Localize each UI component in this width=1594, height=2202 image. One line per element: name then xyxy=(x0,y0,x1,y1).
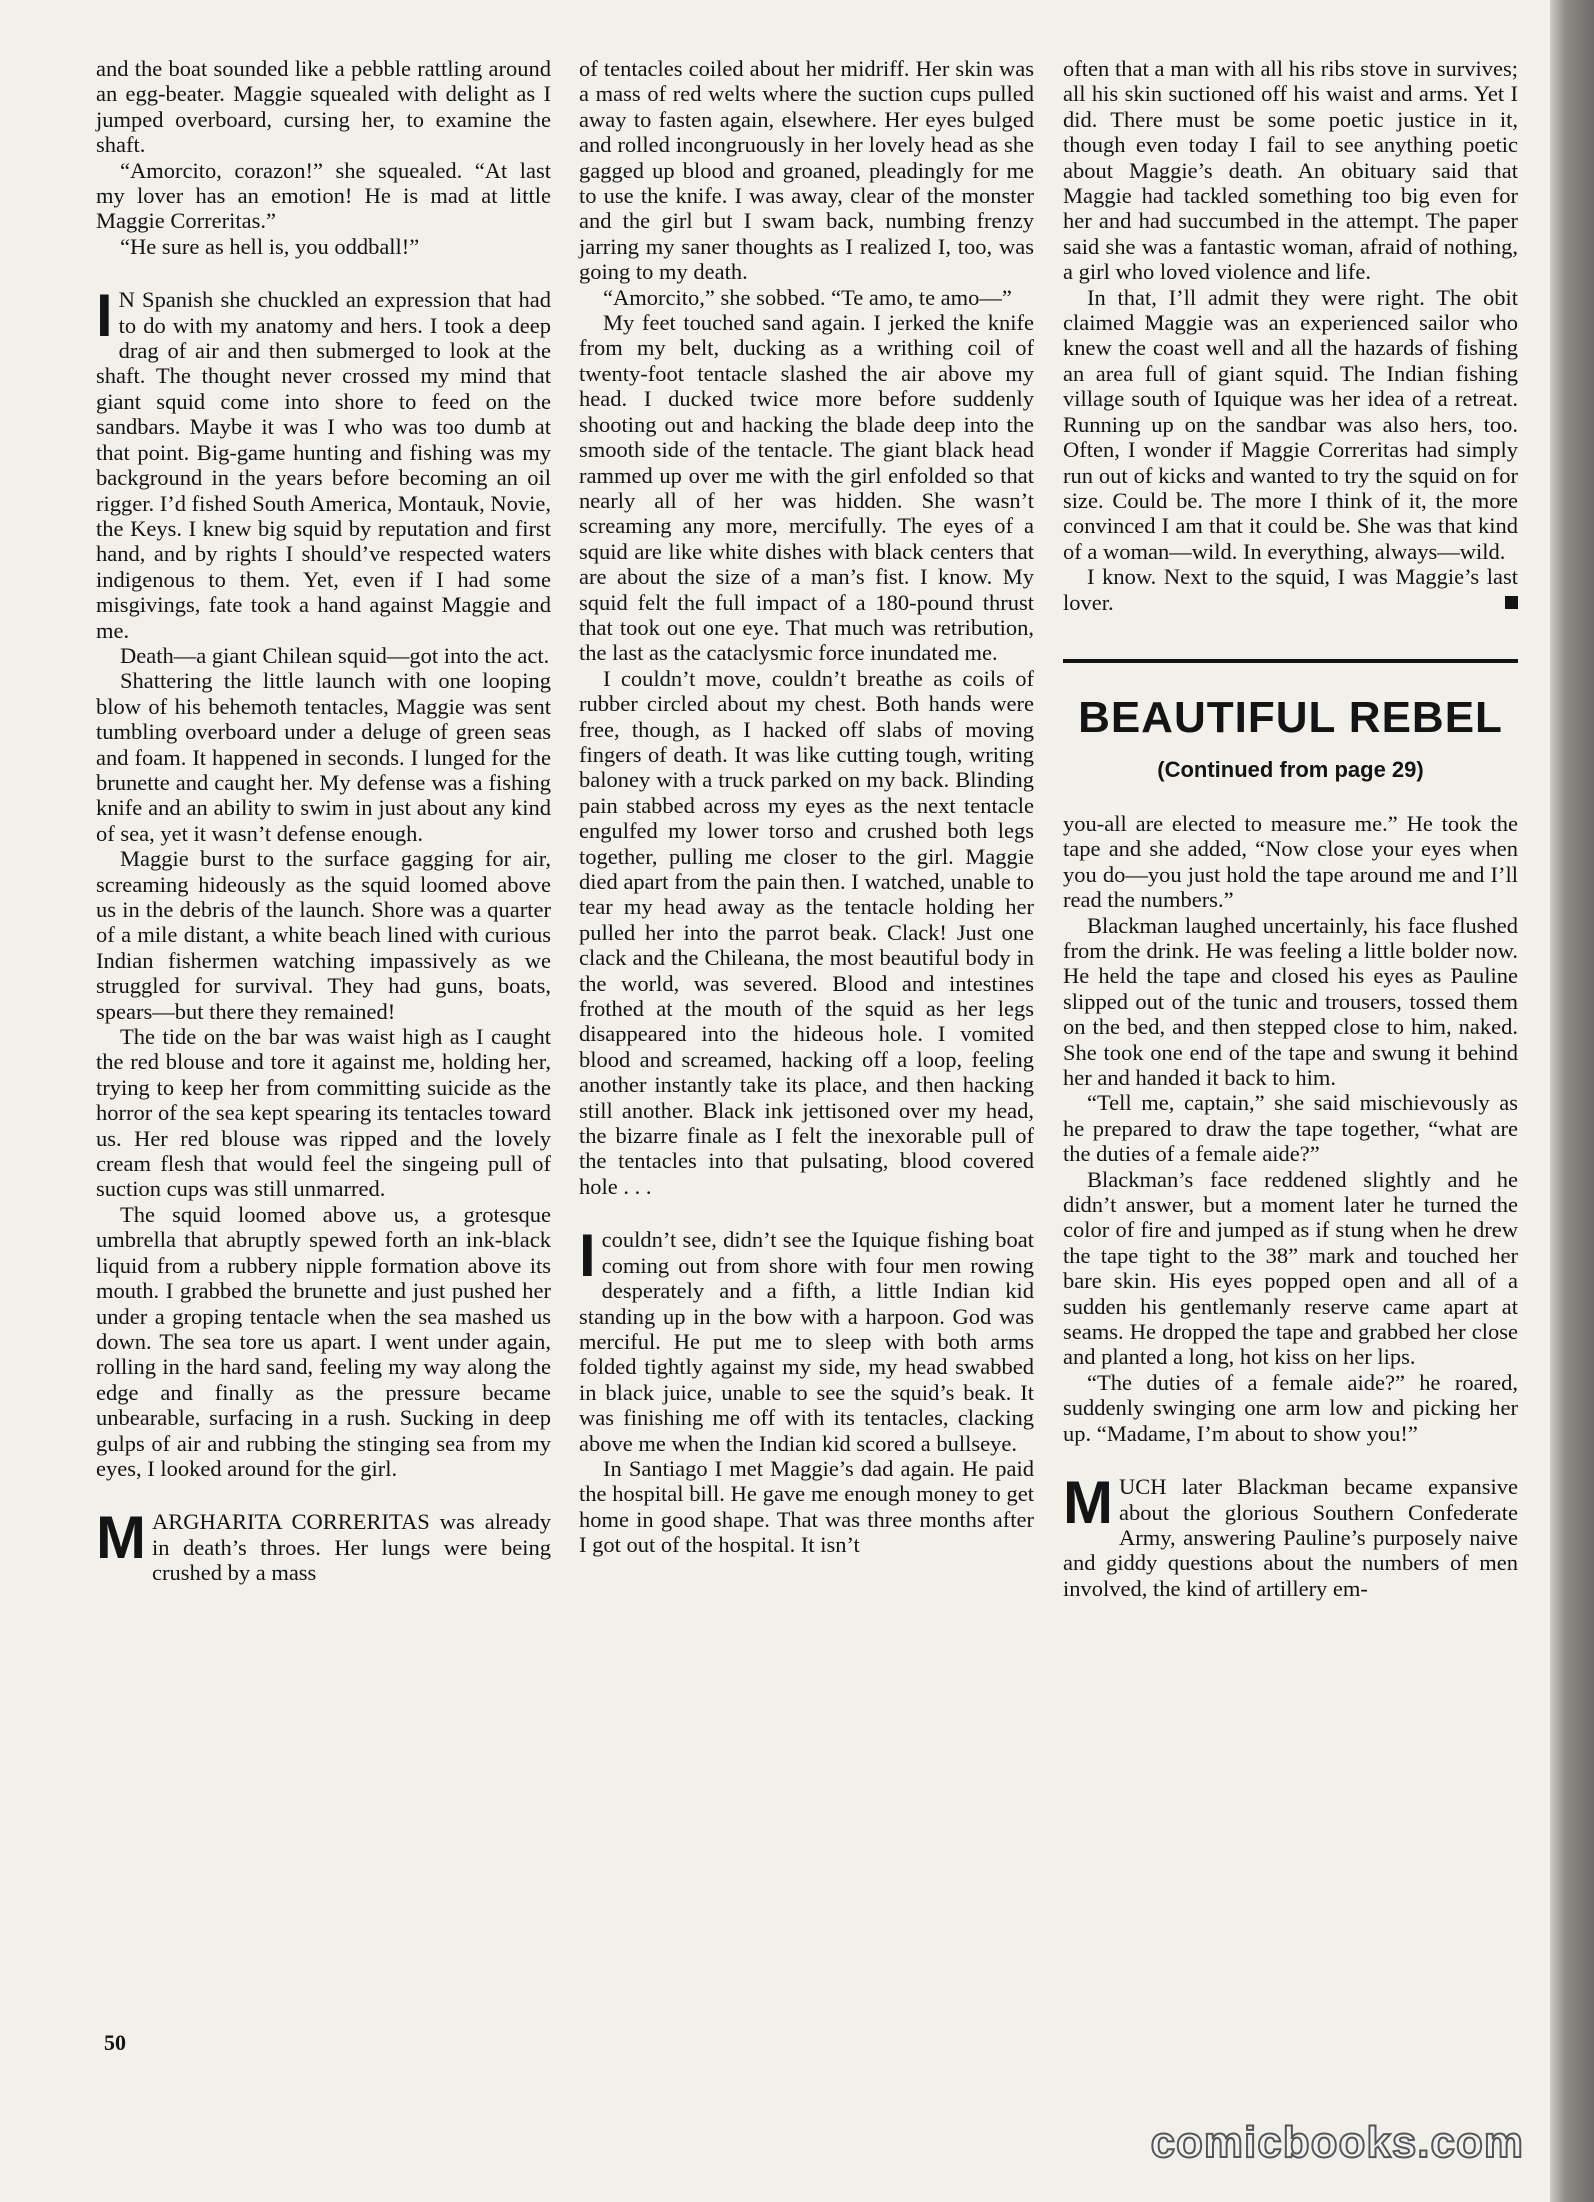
paragraph-with-dropcap xyxy=(96,282,551,643)
paragraph: “Tell me, captain,” she said mischievously as he prepared to draw the tape together, “what are the duties of a female aide?” xyxy=(1063,1090,1518,1167)
paragraph: often that a man with all his ribs stove in survives; all his skin suctioned off his waist and arms. Yet I did. There must be some poetic justice in it, though even today I fail to see anything poetic about Maggie’s death. An obituary said that Maggie had tackled something too big even for her and had succumbed in the attempt. The paper said she was a fantastic woman, afraid of nothing, a girl who loved violence and life. xyxy=(1063,56,1518,285)
paragraph-text: UCH later Blackman became expansive about the glorious Southern Confederate Army, answering Pauline’s purposely naive and giddy questions about the numbers of men involved, the kind of artillery em- xyxy=(1063,1474,1518,1601)
paragraph: Blackman’s face reddened slightly and he didn’t answer, but a moment later he turned the color of fire and jumped as if stung when he drew the tape tight to the 38” mark and touched her bare skin. His eyes popped open and all of a sudden his gentlemanly reserve came apart at seams. He dropped the tape and grabbed her close and planted a long, hot kiss on her lips. xyxy=(1063,1166,1518,1370)
continued-from-note: (Continued from page 29) xyxy=(1157,756,1424,782)
paragraph: “He sure as hell is, you oddball!” xyxy=(120,233,420,259)
paragraph-text: ARGHARITA CORRERITAS was already in death’s throes. Her lungs were being crushed by a mass xyxy=(151,1509,551,1586)
page-edge-shadow xyxy=(1550,0,1594,2202)
site-watermark: comicbooks.com xyxy=(1150,2118,1524,2167)
paragraph-text: couldn’t see, didn’t see the Iquique fishing boat coming out from shore with four men rowing desperately and a fifth, a little Indian kid standing up in the bow with a harpoon. God was merciful. He put me to sleep with both arms folded tightly against my side, my head swabbed in black juice, unable to see the squid’s beak. It was finishing me off with its tentacles, clacking above me when the Indian kid scored a bullseye. xyxy=(579,1227,1034,1456)
drop-cap: M xyxy=(1063,1469,1113,1537)
paragraph-with-dropcap xyxy=(1063,1469,1518,1601)
paragraph-text: N Spanish she chuckled an expression that had to do with my anatomy and hers. I took a deep drag of air and then submerged to look at the shaft. The thought never crossed my mind that giant squid come into shore to feed on the sandbars. Maybe it was I who was too dumb at that point. Big-game hunting and fishing was my background in the years before becoming an oil rigger. I’d fished South America, Montauk, Novie, the Keys. I knew big squid by reputation and first hand, and by rights I should’ve respected waters indigenous to them. Yet, even if I had some misgivings, fate took a hand against Maggie and me. xyxy=(96,287,551,643)
paragraph: In that, I’ll admit they were right. The obit claimed Maggie was an experienced sailor who knew the coast well and all the hazards of fishing an area full of giant squid. The Indian fishing village south of Iquique was her idea of a retreat. Running up on the sandbar was also hers, too. Often, I wonder if Maggie Correritas had simply run out of kicks and wanted to try the squid on for size. Could be. The more I think of it, the more convinced I am that it could be. She was that kind of a woman—wild. In everything, always—wild. xyxy=(1063,284,1518,564)
paragraph: Blackman laughed uncertainly, his face flushed from the drink. He was feeling a little bolder now. He held the tape and closed his eyes as Pauline slipped out of the tunic and trousers, tossed them on the bed, and then stepped close to him, naked. She took one end of the tape and swung it behind her and handed it back to him. xyxy=(1063,912,1518,1090)
paragraph-ending xyxy=(1063,564,1518,615)
page-number: 50 xyxy=(104,2030,126,2055)
paragraph: In Santiago I met Maggie’s dad again. He paid the hospital bill. He gave me enough money to get home in good shape. That was three months after I got out of the hospital. It isn’t xyxy=(579,1455,1034,1558)
drop-cap: M xyxy=(96,1504,146,1572)
paragraph: of tentacles coiled about her midriff. Her skin was a mass of red welts where the suction cups pulled away to fasten again, elsewhere. Her eyes bulged and rolled incongruously in her lovely head as she gagged up blood and groaned, pleadingly for me to use the knife. I was away, clear of the monster and the girl but I swam back, numbing frenzy jarring my saner thoughts as I realized I, too, was going to my death. xyxy=(579,56,1034,285)
paragraph: I couldn’t move, couldn’t breathe as coils of rubber circled about my chest. Both hands were free, though, as I hacked off slabs of moving fingers of death. It was like cutting tough, writing baloney with a truck parked on my back. Blinding pain stabbed across my eyes as the next tentacle engulfed my lower torso and crushed both legs together, pulling me closer to the girl. Maggie died apart from the pain then. I watched, unable to tear my head away as the tentacle holding her pulled her into the parrot beak. Clack! Just one clack and the Chileana, the most beautiful body in the world, was severed. Blood and intestines frothed at the mouth of the squid as her legs disappeared into the hideous hole. I vomited blood and screamed, hacking off a loop, feeling another instantly take its place, and then hacking still another. Black ink jettisoned over my head, the bizarre finale as I felt the inexorable pull of the tentacles into that pulsating, blood covered hole . . . xyxy=(579,665,1034,1199)
paragraph: The tide on the bar was waist high as I caught the red blouse and tore it against me, holding her, trying to keep her from committing suicide as the horror of the sea kept spearing its tentacles toward us. Her red blouse was ripped and the lovely cream flesh that would feel the singeing pull of suction cups was still unmarred. xyxy=(96,1024,551,1202)
feature-title: BEAUTIFUL REBEL xyxy=(1078,692,1503,742)
column-3 xyxy=(1063,56,1518,1601)
paragraph: The squid loomed above us, a grotesque umbrella that abruptly spewed forth an ink-black liquid from a rubbery nipple formation above its mouth. I grabbed the brunette and just pushed her under a groping tentacle when the sea mashed us down. The sea tore us apart. I went under again, rolling in the hard sand, feeling my way along the edge and finally as the pressure became unbearable, surfacing in a rush. Sucking in deep gulps of air and rubbing the stinging sea from my eyes, I looked around for the girl. xyxy=(96,1201,551,1481)
paragraph: “The duties of a female aide?” he roared, suddenly swinging one arm low and picking her up. “Madame, I’m about to show you!” xyxy=(1063,1369,1518,1446)
paragraph: Death—a giant Chilean squid—got into the act. xyxy=(120,642,550,668)
column-2 xyxy=(579,56,1034,1558)
paragraph: and the boat sounded like a pebble rattling around an egg-beater. Maggie squealed with delight as I jumped overboard, cursing her, to examine the shaft. xyxy=(96,56,551,158)
paragraph: Maggie burst to the surface gagging for air, screaming hideously as the squid loomed above us in the debris of the launch. Shore was a quarter of a mile distant, a white beach lined with curious Indian fishermen watching impassively as we struggled for survival. They had guns, boats, spears—but there they remained! xyxy=(96,846,551,1024)
section-divider xyxy=(1063,659,1518,663)
paragraph-text: I know. Next to the squid, I was Maggie’s last lover. xyxy=(1063,564,1518,615)
paragraph: you-all are elected to measure me.” He took the tape and she added, “Now close your eyes when you do—you just hold the tape around me and I’ll read the numbers.” xyxy=(1063,810,1518,913)
column-1 xyxy=(96,56,551,1586)
paragraph-with-dropcap xyxy=(96,1504,551,1586)
paragraph: Shattering the little launch with one looping blow of his behemoth tentacles, Maggie was sent tumbling overboard under a deluge of green seas and foam. It happened in seconds. I lunged for the brunette and caught her. My defense was a fishing knife and an ability to swim in just about any kind of sea, yet it wasn’t defense enough. xyxy=(96,668,551,846)
paragraph: “Amorcito, corazon!” she squealed. “At last my lover has an emotion! He is mad at little Maggie Correritas.” xyxy=(96,157,551,234)
paragraph: My feet touched sand again. I jerked the knife from my belt, ducking as a writhing coil of twenty-foot tentacle slashed the air above my head. I ducked twice more before suddenly shooting out and hacking the blade deep into the smooth side of the tentacle. The giant black head rammed up over me with the girl enfolded so that nearly all of her was hidden. She wasn’t screaming any more, mercifully. The eyes of a squid are like white dishes with black centers that are about the size of a man’s fist. I know. My squid felt the full impact of a 180-pound thrust that took out one eye. That much was retribution, the last as the cataclysmic force inundated me. xyxy=(579,310,1034,666)
drop-cap: I xyxy=(96,282,113,350)
drop-cap: I xyxy=(579,1222,596,1290)
end-of-story-mark xyxy=(1505,596,1518,609)
paragraph-with-dropcap xyxy=(579,1222,1034,1456)
paragraph: “Amorcito,” she sobbed. “Te amo, te amo—” xyxy=(603,284,1012,310)
